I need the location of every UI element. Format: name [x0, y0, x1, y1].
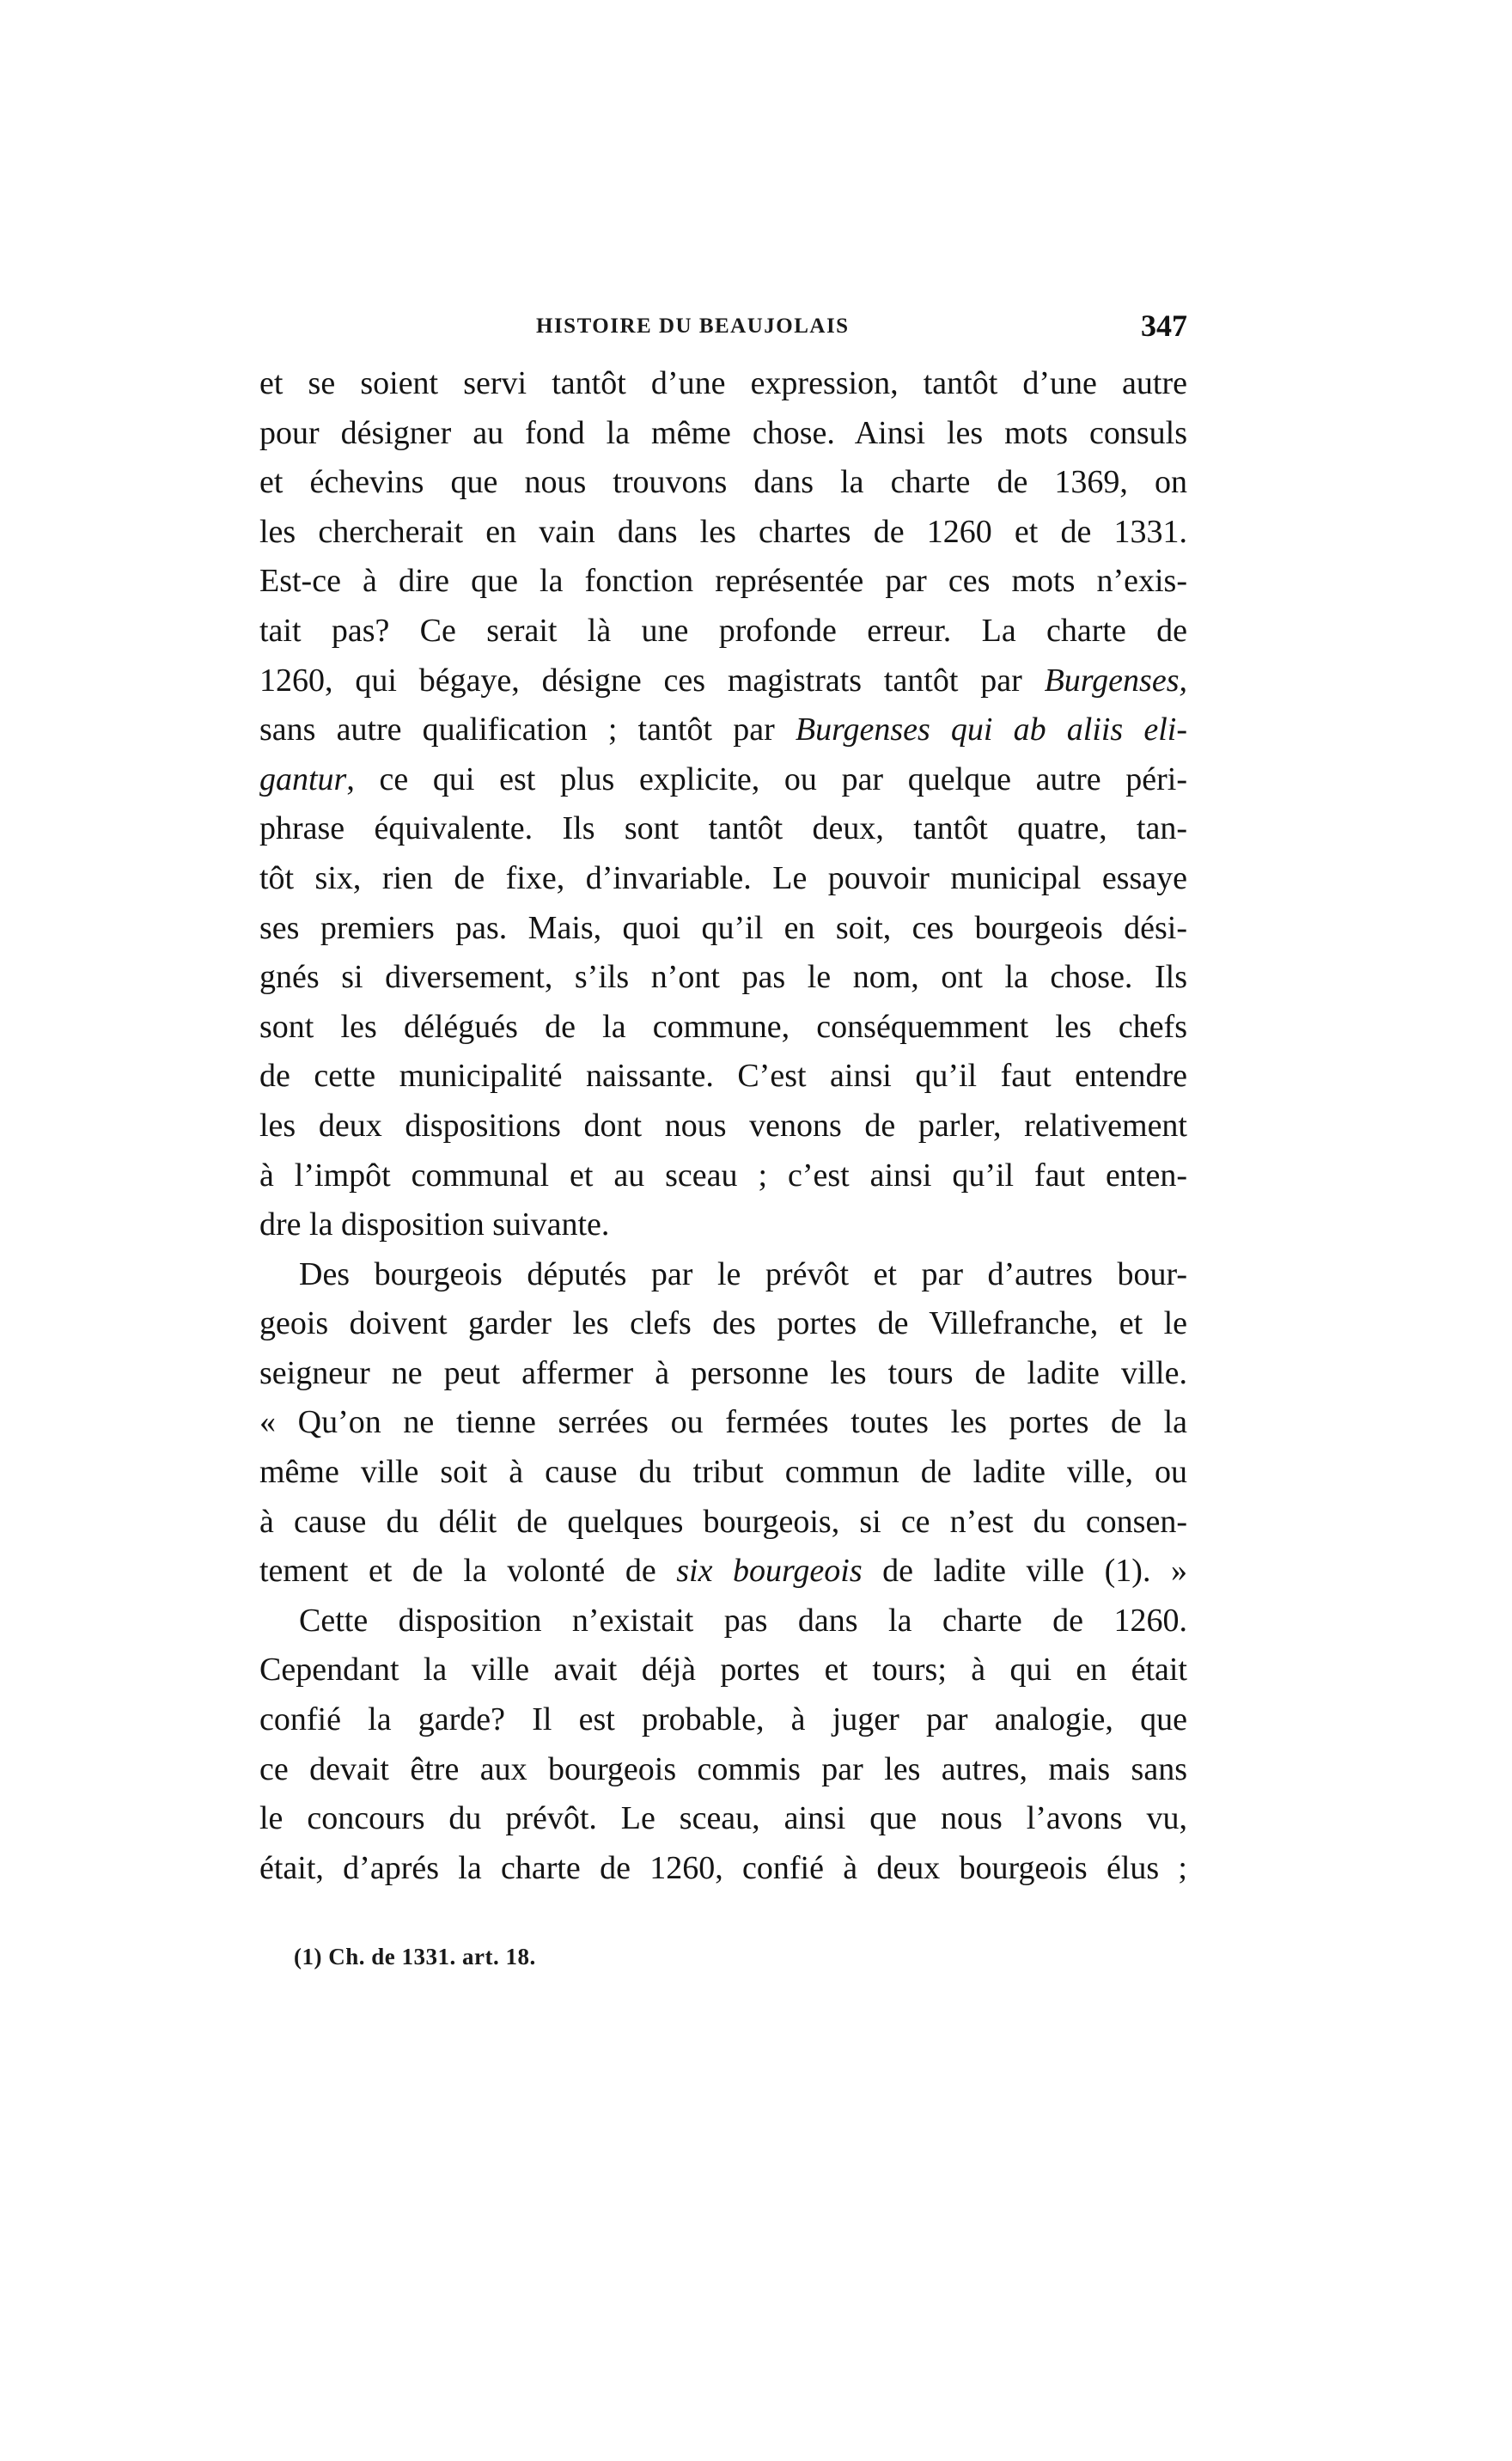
text-line	[259, 1745, 1187, 1795]
text-segment: de ladite ville (1). »	[862, 1553, 1187, 1590]
running-title: HISTOIRE DU BEAUJOLAIS	[536, 314, 850, 338]
text-segment: ses premiers pas. Mais, quoi qu’il en soit, ces bourgeois dési-	[259, 909, 1187, 946]
text-line	[259, 1547, 1187, 1597]
text-segment: geois doivent garder les clefs des portes de Villefranche, et le	[259, 1305, 1187, 1342]
italic-text: Burgenses qui ab aliis eli-	[795, 711, 1187, 748]
text-line	[259, 1299, 1187, 1349]
text-segment: confié la garde? Il est probable, à juger par analogie, que	[259, 1701, 1187, 1738]
text-line	[259, 1448, 1187, 1498]
text-segment: et échevins que nous trouvons dans la charte de 1369, on	[259, 464, 1187, 501]
text-line	[259, 458, 1187, 508]
text-segment: même ville soit à cause du tribut commun de ladite ville, ou	[259, 1454, 1187, 1491]
text-segment: , ce qui est plus explicite, ou par quelque autre péri-	[346, 760, 1187, 797]
text-line	[259, 607, 1187, 656]
text-segment: et se soient servi tantôt d’une expression, tantôt d’une autre	[259, 365, 1187, 401]
text-line	[259, 1151, 1187, 1201]
text-segment: tement et de la volonté de	[259, 1553, 677, 1590]
text-segment: dre la disposition suivante.	[259, 1206, 610, 1243]
text-segment: tôt six, rien de fixe, d’invariable. Le pouvoir municipal essaye	[259, 859, 1187, 896]
text-segment: tait pas? Ce serait là une profonde erreur. La charte de	[259, 612, 1187, 649]
text-line	[259, 1597, 1187, 1646]
text-line	[259, 1398, 1187, 1448]
italic-text: gantur	[259, 760, 347, 797]
text-segment: gnés si diversement, s’ils n’ont pas le nom, ont la chose. Ils	[259, 959, 1187, 996]
text-line	[259, 1102, 1187, 1151]
text-line	[259, 1200, 1187, 1250]
text-segment: à cause du délit de quelques bourgeois, si ce n’est du consen-	[259, 1503, 1187, 1540]
text-line	[259, 1250, 1187, 1300]
text-line	[259, 705, 1187, 755]
text-line	[259, 1844, 1187, 1894]
page-number: 347	[1141, 308, 1187, 343]
text-segment: Est-ce à dire que la fonction représentée par ces mots n’exis-	[259, 563, 1187, 600]
text-segment: 1260, qui bégaye, désigne ces magistrats tantôt par	[259, 662, 1045, 699]
text-segment: sont les délégués de la commune, conséquemment les chefs	[259, 1008, 1187, 1045]
text-line	[259, 1052, 1187, 1102]
text-line	[259, 1646, 1187, 1695]
text-segment: « Qu’on ne tienne serrées ou fermées toutes les portes de la	[259, 1404, 1187, 1441]
text-segment: les deux dispositions dont nous venons de parler, relativement	[259, 1107, 1187, 1144]
text-line	[259, 1794, 1187, 1844]
text-line	[259, 359, 1187, 409]
text-line	[259, 1003, 1187, 1053]
text-line	[259, 557, 1187, 607]
text-segment: sans autre qualification ; tantôt par	[259, 711, 796, 748]
text-segment: à l’impôt communal et au sceau ; c’est ainsi qu’il faut enten-	[259, 1157, 1187, 1194]
text-line	[259, 656, 1187, 706]
text-segment: Cependant la ville avait déjà portes et tours; à qui en était	[259, 1652, 1187, 1689]
text-line	[259, 1349, 1187, 1399]
italic-text: Burgenses,	[1044, 662, 1187, 699]
text-line	[259, 804, 1187, 854]
text-segment: Cette disposition n’existait pas dans la charte de 1260.	[299, 1602, 1187, 1639]
text-segment: ce devait être aux bourgeois commis par les autres, mais sans	[259, 1750, 1187, 1787]
text-line	[259, 1498, 1187, 1548]
text-segment: de cette municipalité naissante. C’est ainsi qu’il faut entendre	[259, 1058, 1187, 1095]
text-line	[259, 904, 1187, 954]
text-segment: était, d’aprés la charte de 1260, confié à deux bourgeois élus ;	[259, 1849, 1187, 1886]
text-segment: le concours du prévôt. Le sceau, ainsi que nous l’avons vu,	[259, 1800, 1187, 1837]
text-segment: seigneur ne peut affermer à personne les tours de ladite ville.	[259, 1354, 1187, 1391]
text-line	[259, 1695, 1187, 1745]
text-segment: phrase équivalente. Ils sont tantôt deux, tantôt quatre, tan-	[259, 810, 1187, 847]
text-segment: Des bourgeois députés par le prévôt et par d’autres bour-	[299, 1255, 1187, 1292]
text-line	[259, 953, 1187, 1003]
italic-text: six bourgeois	[676, 1553, 863, 1590]
text-line	[259, 755, 1187, 805]
running-head	[259, 308, 1187, 345]
footnote: (1) Ch. de 1331. art. 18.	[294, 1944, 536, 1969]
text-line	[259, 854, 1187, 904]
text-segment: pour désigner au fond la même chose. Ainsi les mots consuls	[259, 414, 1187, 451]
text-segment: les chercherait en vain dans les chartes de 1260 et de 1331.	[259, 513, 1187, 550]
body-text	[259, 359, 1187, 1893]
text-line	[259, 508, 1187, 558]
text-line	[259, 409, 1187, 459]
